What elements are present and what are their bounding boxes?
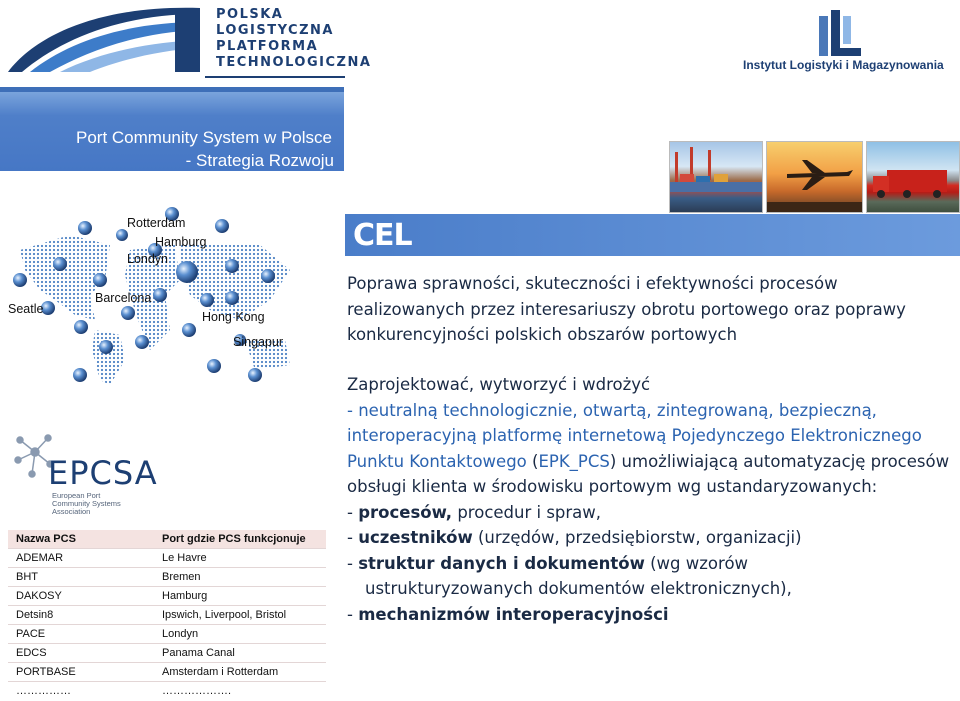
column-header: Nazwa PCS [16, 533, 76, 545]
epk-close-paren: ) [609, 451, 617, 471]
port-photo [669, 141, 763, 213]
bullet-item [347, 551, 957, 577]
plt-line: PLATFORMA [216, 39, 319, 54]
city-label-hongkong: Hong Kong [202, 310, 265, 324]
bullet-rest: (wg wzorów [644, 553, 749, 573]
plan-intro: Zaprojektować, wytworzyć i wdrożyć [347, 375, 651, 394]
table-row [8, 549, 326, 568]
goal-heading: CEL [353, 218, 412, 253]
port-cell: Panama Canal [162, 647, 235, 659]
bullet-item [347, 602, 957, 628]
ilim-name: Instytut Logistyki i Magazynowania [743, 58, 944, 72]
plt-line: POLSKA [216, 7, 284, 22]
epcsa-subtitle-line: Community Systems [52, 499, 121, 508]
bullet-item [347, 576, 957, 602]
ilim-logo [815, 6, 865, 58]
pcs-name-cell: PORTBASE [16, 666, 76, 678]
table-row [8, 625, 326, 644]
pcs-name-cell: BHT [16, 571, 38, 583]
plt-name [216, 7, 371, 71]
column-header: Port gdzie PCS funkcjonuje [162, 533, 306, 545]
title-banner [0, 87, 344, 171]
bullet-bold: uczestników [358, 528, 473, 547]
port-cell: ………………. [162, 685, 232, 697]
pcs-name-cell: ADEMAR [16, 552, 64, 564]
table-row [8, 568, 326, 587]
epcsa-subtitle-line: Association [52, 507, 91, 516]
plan-section [347, 372, 957, 627]
bullet-bold: mechanizmów interoperacyjności [358, 604, 669, 624]
bullet-item [347, 525, 957, 551]
bullet-bold: struktur danych i dokumentów [358, 553, 645, 573]
presentation-subtitle: - Strategia Rozwoju [185, 151, 334, 170]
pcs-name-cell: EDCS [16, 647, 47, 659]
epk-open-paren: ( [526, 451, 539, 471]
goal-header-bar [345, 214, 960, 256]
plt-line: LOGISTYCZNA [216, 23, 334, 38]
pcs-name-cell: PACE [16, 628, 46, 640]
table-row [8, 587, 326, 606]
bullet-rest: procedur i spraw, [452, 502, 602, 522]
plan-rest: umożliwiającą automatyzację procesów obsługi klienta w środowisku portowym wg ustandaryzowanych: [347, 451, 950, 496]
goal-text: Poprawa sprawności, skuteczności i efektywności procesów realizowanych przez interesariuszy obrotu portowego oraz poprawy konkurencyjności polskich obszarów portowych [347, 274, 906, 344]
port-cell: Hamburg [162, 590, 208, 602]
plt-line: TECHNOLOGICZNA [216, 55, 372, 70]
table-header-row [8, 530, 326, 549]
table-row [8, 663, 326, 682]
bullet-rest: ustrukturyzowanych dokumentów elektronicznych), [365, 579, 792, 598]
city-label-londyn: Londyn [127, 252, 169, 266]
city-label-rotterdam: Rotterdam [127, 216, 186, 230]
city-label-barcelona: Barcelona [95, 291, 152, 305]
epcsa-logo [10, 430, 160, 520]
bullet-bold: procesów, [358, 502, 453, 522]
bullet-rest: (urzędów, przedsiębiorstw, organizacji) [472, 528, 802, 547]
presentation-title: Port Community System w Polsce [75, 128, 332, 147]
platform-description: - neutralną technologicznie, otwartą, zintegrowaną, bezpieczną, interoperacyjną platformę internetową Pojedynczego Elektronicznego Punktu Kontaktowego [347, 400, 922, 471]
pcs-name-cell: DAKOSY [16, 590, 62, 602]
epk-acronym: EPK_PCS [538, 451, 610, 471]
pcs-name-cell: …………… [16, 685, 71, 697]
pcs-table [8, 530, 326, 701]
port-cell: Ipswich, Liverpool, Bristol [162, 609, 287, 621]
bullet-item [347, 500, 957, 526]
port-cell: Le Havre [162, 552, 207, 564]
bullet-dash: - [347, 502, 359, 522]
table-row [8, 644, 326, 663]
city-label-singapur: Singapur [233, 335, 284, 349]
plane-photo [766, 141, 863, 213]
port-cell: Amsterdam i Rotterdam [162, 666, 279, 678]
port-cell: Londyn [162, 628, 199, 640]
pcs-name-cell: Detsin8 [16, 609, 54, 621]
table-row [8, 682, 326, 701]
epcsa-subtitle [52, 492, 121, 516]
city-label-seatle: Seatle [8, 302, 44, 316]
port-cell: Bremen [162, 571, 201, 583]
epcsa-name: EPCSA [48, 454, 158, 492]
bullet-dash: - [347, 604, 359, 624]
table-row [8, 606, 326, 625]
city-label-hamburg: Hamburg [155, 235, 207, 249]
epcsa-subtitle-line: European Port [52, 491, 101, 500]
bullet-dash: - [347, 528, 359, 547]
bullet-dash: - [347, 553, 359, 573]
plan-description [347, 398, 957, 500]
truck-photo [866, 141, 960, 213]
world-map [0, 200, 330, 390]
